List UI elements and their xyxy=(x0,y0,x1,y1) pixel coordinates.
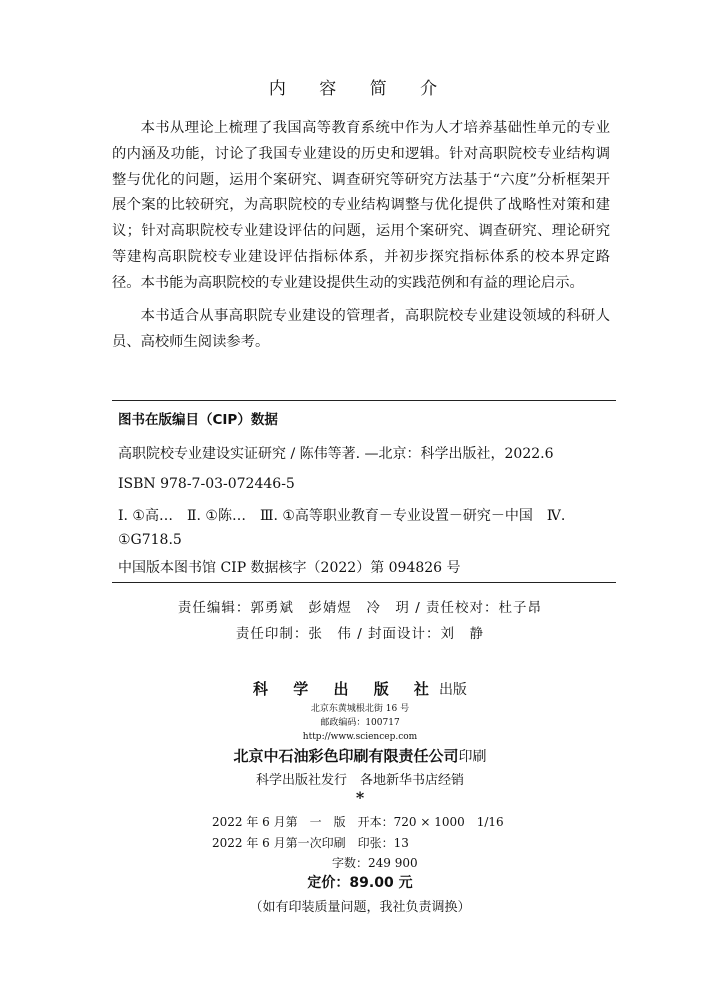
intro-paragraph-1: 本书从理论上梳理了我国高等教育系统中作为人才培养基础性单元的专业的内涵及功能，讨论了我国专业建设的历史和逻辑。针对高职院校专业结构调整与优化的问题，运用个案研究、调查研究等研究方法基于“六度”分析框架开展个案的比较研究，为高职院校的专业结构调整与优化提供了战略性对策和建议；针对高职院校专业建设评估的问题，运用个案研究、调查研究、理论研究等建构高职院校专业建设评估指标体系，并初步探究指标体系的校本界定路径。本书能为高职院校的专业建设提供生动的实践范例和有益的理论启示。 xyxy=(112,120,610,291)
publisher-address: 北京东黄城根北街 16 号 xyxy=(310,704,410,714)
publisher-website: http://www.sciencep.com xyxy=(302,732,418,742)
page-title: 内 容 简 介 xyxy=(268,79,452,99)
cip-record-number: 中国版本图书馆 CIP 数据核字（2022）第 094826 号 xyxy=(118,560,461,576)
publisher-postcode: 邮政编码：100717 xyxy=(320,718,400,728)
edition-line: 2022 年 6 月第 一 版 开本：720 × 1000 1/16 xyxy=(212,815,504,829)
distribution-line: 科学出版社发行 各地新华书店经销 xyxy=(255,773,464,788)
cip-classification: Ⅰ. ①高… Ⅱ. ①陈… Ⅲ. ①高等职业教育－专业设置－研究－中国 Ⅳ. ①G718.5 xyxy=(118,508,566,548)
intro-paragraph-2: 本书适合从事高职院专业建设的管理者，高职院校专业建设领域的科研人员、高校师生阅读参考。 xyxy=(112,308,610,350)
publisher-name: 科 学 出 版 社 xyxy=(253,680,439,698)
cip-top-divider xyxy=(112,400,616,401)
credits-production: 责任印制：张 伟 / 封面设计：刘 静 xyxy=(235,626,485,642)
quality-notice: （如有印装质量问题，我社负责调换） xyxy=(249,900,471,915)
printer-suffix: 印刷 xyxy=(458,749,487,765)
price: 定价：89.00 元 xyxy=(307,875,413,891)
cip-isbn: ISBN 978-7-03-072446-5 xyxy=(118,476,295,492)
printing-line: 2022 年 6 月第一次印刷 印张：13 xyxy=(212,836,409,850)
publisher-suffix: 出版 xyxy=(438,682,467,698)
printer-line xyxy=(0,745,720,766)
separator-star: * xyxy=(355,788,365,807)
publisher-line xyxy=(0,678,720,699)
word-count: 字数：249 900 xyxy=(332,856,418,870)
printer-name: 北京中石油彩色印刷有限责任公司 xyxy=(233,747,459,765)
credits-editors: 责任编辑：郭勇斌 彭婧煜 冷 玥 / 责任校对：杜子昂 xyxy=(177,600,543,616)
cip-bibliographic-line: 高职院校专业建设实证研究 / 陈伟等著. —北京：科学出版社，2022.6 xyxy=(118,446,554,462)
cip-bottom-divider xyxy=(112,582,616,583)
cip-heading: 图书在版编目（CIP）数据 xyxy=(118,412,278,428)
